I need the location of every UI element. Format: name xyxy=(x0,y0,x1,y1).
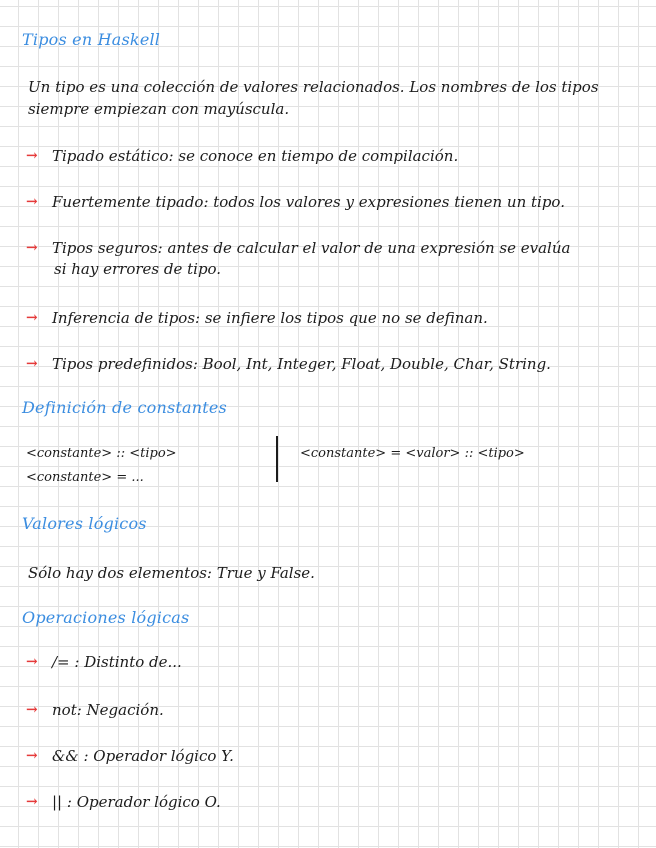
bullet-tipos-seguros xyxy=(26,238,652,280)
bullet-text: Tipos predefinidos: Bool, Int, Integer, Float, Double, Char, String. xyxy=(52,355,551,373)
bullet-text: /= : Distinto de... xyxy=(52,653,182,671)
syntax-definition: <constante> = ... xyxy=(26,470,144,485)
bullet-text-continued: si hay errores de tipo. xyxy=(54,260,222,278)
valores-logicos-body: Sólo hay dos elementos: True y False. xyxy=(28,564,315,582)
column-divider xyxy=(276,436,278,482)
bullet-text: Tipado estático: se conoce en tiempo de compilación. xyxy=(52,147,459,165)
bullet-text: not: Negación. xyxy=(52,701,164,719)
heading-tipos-en-haskell: Tipos en Haskell xyxy=(22,30,161,49)
bullet-text: || : Operador lógico O. xyxy=(52,793,221,811)
arrow-icon: → xyxy=(26,194,38,210)
bullet-text: Fuertemente tipado: todos los valores y expresiones tienen un tipo. xyxy=(52,193,565,211)
bullet-text: && : Operador lógico Y. xyxy=(52,747,234,765)
bullet-text: Inferencia de tipos: se infiere los tipos que no se definan. xyxy=(52,309,488,327)
arrow-icon: → xyxy=(26,748,38,764)
bullet-distinto xyxy=(26,652,652,673)
arrow-icon: → xyxy=(26,794,38,810)
heading-definicion-de-constantes: Definición de constantes xyxy=(22,398,227,417)
bullet-text: Tipos seguros: antes de calcular el valor de una expresión se evalúa xyxy=(52,239,571,257)
bullet-not xyxy=(26,700,652,721)
arrow-icon: → xyxy=(26,654,38,670)
heading-operaciones-logicas: Operaciones lógicas xyxy=(22,608,190,627)
heading-valores-logicos: Valores lógicos xyxy=(22,514,147,533)
arrow-icon: → xyxy=(26,356,38,372)
syntax-inline-definition: <constante> = <valor> :: <tipo> xyxy=(300,446,525,461)
bullet-and xyxy=(26,746,652,767)
arrow-icon: → xyxy=(26,702,38,718)
bullet-fuertemente-tipado xyxy=(26,192,652,213)
bullet-or xyxy=(26,792,652,813)
bullet-inferencia-de-tipos xyxy=(26,308,652,329)
intro-line-2: siempre empiezan con mayúscula. xyxy=(28,100,290,118)
bullet-tipos-predefinidos xyxy=(26,354,652,375)
arrow-icon: → xyxy=(26,310,38,326)
intro-line-1: Un tipo es una colección de valores relacionados. Los nombres de los tipos xyxy=(28,78,599,96)
arrow-icon: → xyxy=(26,240,38,256)
syntax-type-declaration: <constante> :: <tipo> xyxy=(26,446,177,461)
arrow-icon: → xyxy=(26,148,38,164)
bullet-tipado-estatico xyxy=(26,146,652,167)
